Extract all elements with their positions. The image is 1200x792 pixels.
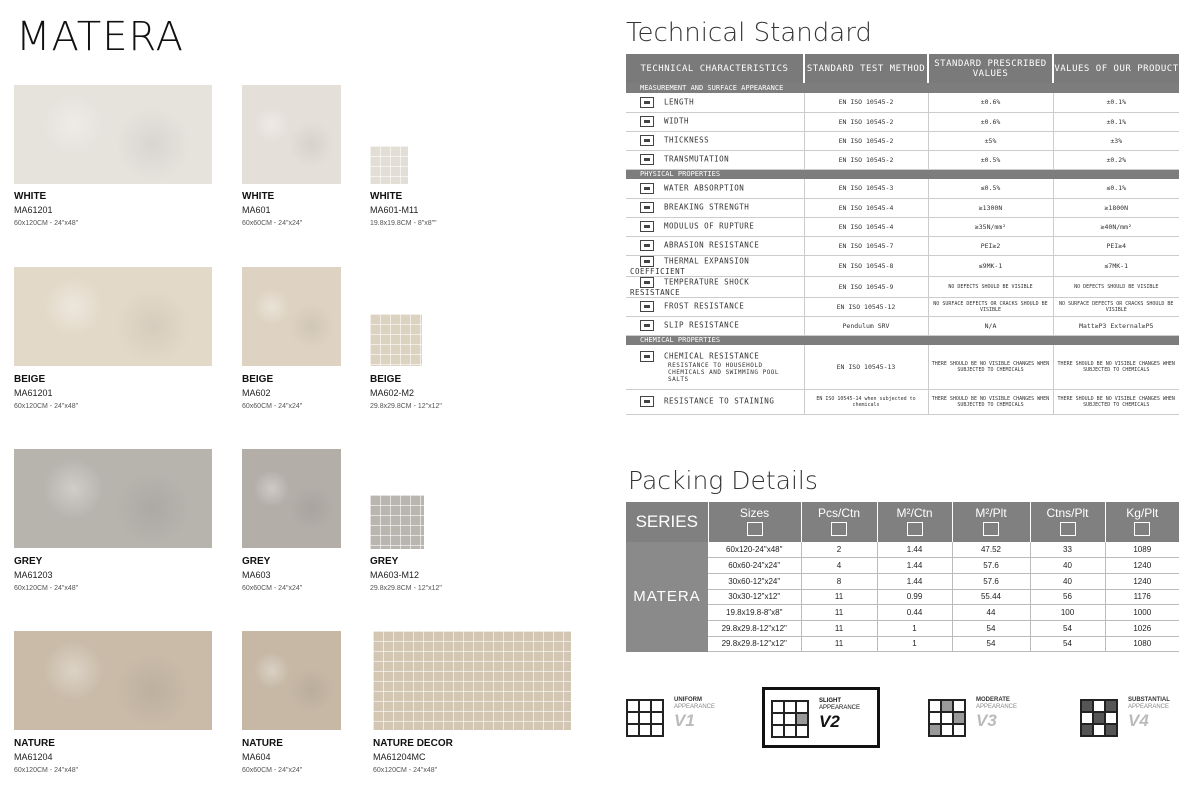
tech-characteristic	[626, 276, 804, 297]
tile-code: MA602	[242, 388, 271, 398]
tech-method: EN ISO 10545-4	[804, 198, 928, 217]
tile-color-name: GREY	[242, 556, 271, 567]
tech-section-header	[626, 169, 1179, 179]
tech-prescribed: ≤9MK-1	[928, 255, 1053, 276]
tile-code: MA61203	[14, 570, 53, 580]
tile-size: 60x120CM - 24"x48"	[14, 220, 79, 227]
tech-header-characteristics: TECHNICAL CHARACTERISTICS	[626, 54, 804, 83]
appearance-grid-icon	[928, 699, 966, 737]
pack-cell: 56	[1030, 589, 1105, 605]
pack-cell: 11	[801, 589, 877, 605]
tech-product: ≤7MK-1	[1053, 255, 1179, 276]
tile-code: MA61204	[14, 752, 53, 762]
tech-characteristic-name: ABRASION RESISTANCE	[664, 240, 760, 250]
pack-cell: 11	[801, 636, 877, 652]
tech-section-label: MEASUREMENT AND SURFACE APPEARANCE	[626, 83, 1179, 93]
tech-characteristic-name: TEMPERATURE SHOCK RESISTANCE	[630, 277, 750, 297]
appearance-label: MODERATE	[976, 697, 1010, 703]
table-row	[626, 558, 1179, 574]
tile-color-name: BEIGE	[370, 374, 402, 385]
tile-size: 60x60CM - 24"x24"	[242, 403, 303, 410]
table-row	[626, 345, 1179, 389]
tech-product: ±3%	[1053, 131, 1179, 150]
pack-cell: 2	[801, 542, 877, 558]
pack-cell: 47.52	[952, 542, 1030, 558]
property-icon	[640, 116, 654, 127]
table-row	[626, 542, 1179, 558]
tech-method: EN ISO 10545-8	[804, 255, 928, 276]
tech-characteristic	[626, 93, 804, 112]
tech-prescribed: THERE SHOULD BE NO VISIBLE CHANGES WHEN SUBJECTED TO CHEMICALS	[928, 389, 1053, 414]
pack-cell: 30x60-12"x24"	[708, 573, 801, 589]
pack-cell: 30x30-12"x12"	[708, 589, 801, 605]
appearance-v2	[762, 687, 880, 748]
tech-method: EN ISO 10545-3	[804, 179, 928, 198]
tech-product: NO DEFECTS SHOULD BE VISIBLE	[1053, 276, 1179, 297]
property-icon	[640, 240, 654, 251]
tech-characteristic	[626, 217, 804, 236]
table-row	[626, 112, 1179, 131]
tile-swatch	[242, 85, 341, 184]
tile-swatch	[14, 631, 212, 730]
tech-characteristic-name: FROST RESISTANCE	[664, 301, 745, 311]
tech-prescribed: ≤0.5%	[928, 179, 1053, 198]
appearance-v4	[1080, 689, 1198, 745]
tech-header-method: STANDARD TEST METHOD	[804, 54, 928, 83]
pack-cell: 1026	[1105, 620, 1179, 636]
table-row	[626, 131, 1179, 150]
tile-swatch	[14, 449, 212, 548]
pack-cell: 54	[952, 636, 1030, 652]
tech-prescribed: ≥35N/mm²	[928, 217, 1053, 236]
tech-characteristic-name: LENGTH	[664, 97, 695, 107]
tech-header-product: VALUES OF OUR PRODUCT	[1053, 54, 1179, 83]
tile-swatch	[370, 146, 408, 184]
packing-title: Packing Details	[628, 466, 818, 495]
tech-characteristic	[626, 345, 804, 389]
appearance-label: UNIFORM	[674, 697, 702, 703]
pack-cell: 54	[952, 620, 1030, 636]
pack-cell: 1089	[1105, 542, 1179, 558]
pack-cell: 1.44	[877, 558, 952, 574]
tech-characteristic	[626, 179, 804, 198]
tech-characteristic	[626, 131, 804, 150]
pack-cell: 54	[1030, 620, 1105, 636]
property-icon	[640, 135, 654, 146]
sizes-icon	[747, 522, 763, 536]
tile-swatch	[242, 631, 341, 730]
tile-size: 60x60CM - 24"x24"	[242, 220, 303, 227]
property-icon	[640, 183, 654, 194]
tile-size: 19.8x19.8CM - 8"x8""	[370, 220, 437, 227]
tech-characteristic-name: SLIP RESISTANCE	[664, 320, 740, 330]
pack-cell: 1080	[1105, 636, 1179, 652]
pack-cell: 1240	[1105, 573, 1179, 589]
tile-code: MA603	[242, 570, 271, 580]
tile-color-name: WHITE	[14, 191, 47, 202]
tile-color-name: NATURE	[14, 738, 55, 749]
tech-method: EN ISO 10545-2	[804, 93, 928, 112]
brand-title: MATERA	[16, 14, 185, 60]
tech-method: EN ISO 10545-2	[804, 131, 928, 150]
table-row	[626, 620, 1179, 636]
appearance-version: V3	[976, 711, 997, 730]
table-row	[626, 255, 1179, 276]
pack-header-pcs-label: Pcs/Ctn	[817, 506, 860, 520]
table-row	[626, 316, 1179, 335]
tech-prescribed: PEI≥2	[928, 236, 1053, 255]
pack-header-kgplt-label: Kg/Plt	[1126, 506, 1159, 520]
tech-method: EN ISO 10545-4	[804, 217, 928, 236]
tech-prescribed: NO SURFACE DEFECTS OR CRACKS SHOULD BE VISIBLE	[928, 297, 1053, 316]
appearance-version: V4	[1128, 711, 1149, 730]
table-row	[626, 276, 1179, 297]
property-icon	[640, 301, 654, 312]
pack-header-m2plt	[952, 502, 1030, 542]
tech-section-label: PHYSICAL PROPERTIES	[626, 169, 1179, 179]
pack-header-sizes-label: Sizes	[739, 506, 770, 520]
tech-method: EN ISO 10545-12	[804, 297, 928, 316]
table-row	[626, 179, 1179, 198]
tech-characteristic	[626, 389, 804, 414]
pack-header-sizes	[708, 502, 801, 542]
table-row	[626, 297, 1179, 316]
tech-product: ±0.2%	[1053, 150, 1179, 169]
tile-size: 60x120CM - 24"x48"	[14, 403, 79, 410]
tech-product: THERE SHOULD BE NO VISIBLE CHANGES WHEN SUBJECTED TO CHEMICALS	[1053, 345, 1179, 389]
appearance-label: SUBSTANTIAL	[1128, 697, 1170, 703]
table-row	[626, 589, 1179, 605]
tech-product: THERE SHOULD BE NO VISIBLE CHANGES WHEN SUBJECTED TO CHEMICALS	[1053, 389, 1179, 414]
property-icon	[640, 97, 654, 108]
tile-swatch	[373, 631, 571, 730]
tech-characteristic-name: MODULUS OF RUPTURE	[664, 221, 755, 231]
property-icon	[640, 320, 654, 331]
pack-header-m2ctn-label: M²/Ctn	[896, 506, 933, 520]
tech-characteristic	[626, 255, 804, 276]
tile-color-name: WHITE	[242, 191, 275, 202]
pack-cell: 11	[801, 620, 877, 636]
table-row	[626, 573, 1179, 589]
property-icon	[640, 277, 654, 288]
tech-prescribed: ±5%	[928, 131, 1053, 150]
tile-swatch	[242, 449, 341, 548]
tile-color-name: WHITE	[370, 191, 403, 202]
appearance-version: V2	[819, 712, 840, 731]
table-row	[626, 236, 1179, 255]
table-row	[626, 217, 1179, 236]
pallet-icon	[983, 522, 999, 536]
tech-product: ±0.1%	[1053, 112, 1179, 131]
packing-table	[626, 502, 1179, 652]
property-icon	[640, 154, 654, 165]
pack-cell: 1.44	[877, 542, 952, 558]
pack-cell: 1.44	[877, 573, 952, 589]
tech-characteristic	[626, 112, 804, 131]
tech-section-label: CHEMICAL PROPERTIES	[626, 335, 1179, 345]
appearance-grid-icon	[1080, 699, 1118, 737]
appearance-grid-icon	[626, 699, 664, 737]
tile-size: 29.8x29.8CM - 12"x12"	[370, 403, 442, 410]
pack-cell: 100	[1030, 605, 1105, 621]
tech-method: Pendulum SRV	[804, 316, 928, 335]
tech-product: PEI≥4	[1053, 236, 1179, 255]
pack-header-m2plt-label: M²/Plt	[975, 506, 1007, 520]
tile-color-name: GREY	[14, 556, 43, 567]
pack-header-kgplt	[1105, 502, 1179, 542]
pack-cell: 33	[1030, 542, 1105, 558]
pack-cell: 1	[877, 636, 952, 652]
tech-method: EN ISO 10545-7	[804, 236, 928, 255]
series-name: MATERA	[626, 542, 708, 652]
tech-characteristic-name: THICKNESS	[664, 135, 710, 145]
tech-characteristic-name: CHEMICAL RESISTANCE	[664, 351, 760, 361]
table-row	[626, 150, 1179, 169]
pack-cell: 19.8x19.8-8"x8"	[708, 605, 801, 621]
tile-code: MA604	[242, 752, 271, 762]
tech-method: EN ISO 10545-2	[804, 150, 928, 169]
property-icon	[640, 221, 654, 232]
table-row	[626, 636, 1179, 652]
tech-prescribed: ±0.6%	[928, 93, 1053, 112]
pallet-weight-icon	[1134, 522, 1150, 536]
property-icon	[640, 351, 654, 362]
tile-color-name: BEIGE	[14, 374, 46, 385]
appearance-grid-icon	[771, 700, 809, 738]
tile-swatch	[242, 267, 341, 366]
tech-product: Matt≥P3 External≥P5	[1053, 316, 1179, 335]
pack-cell: 60x120-24"x48"	[708, 542, 801, 558]
appearance-v1	[626, 689, 744, 745]
table-row	[626, 605, 1179, 621]
tech-characteristic-name: WIDTH	[664, 116, 690, 126]
appearance-version: V1	[674, 711, 695, 730]
tech-prescribed: ±0.5%	[928, 150, 1053, 169]
tile-code: MA603-M12	[370, 570, 420, 580]
technical-title: Technical Standard	[626, 18, 872, 48]
tech-characteristic-name: RESISTANCE TO STAINING	[664, 396, 775, 406]
pack-cell: 54	[1030, 636, 1105, 652]
pack-cell: 8	[801, 573, 877, 589]
technical-table	[626, 54, 1179, 415]
tech-characteristic-name: THERMAL EXPANSION COEFFICIENT	[630, 256, 750, 276]
tile-color-name: BEIGE	[242, 374, 274, 385]
tech-method: EN ISO 10545-2	[804, 112, 928, 131]
tech-characteristic	[626, 150, 804, 169]
tile-code: MA61201	[14, 205, 53, 215]
tile-size: 60x60CM - 24"x24"	[242, 767, 303, 774]
tile-color-name: NATURE	[242, 738, 283, 749]
tech-prescribed: ≥1300N	[928, 198, 1053, 217]
tile-swatch	[370, 314, 422, 366]
pack-cell: 29.8x29.8-12"x12"	[708, 620, 801, 636]
pack-cell: 1000	[1105, 605, 1179, 621]
tech-characteristic-name: TRANSMUTATION	[664, 154, 730, 164]
pack-header-pcs	[801, 502, 877, 542]
tech-product: ≥1800N	[1053, 198, 1179, 217]
tech-characteristic	[626, 198, 804, 217]
tile-swatch	[14, 85, 212, 184]
appearance-label: SLIGHT	[819, 698, 841, 704]
tech-prescribed: N/A	[928, 316, 1053, 335]
tech-section-header	[626, 83, 1179, 93]
tile-code: MA61204MC	[373, 752, 426, 762]
tile-size: 60x60CM - 24"x24"	[242, 585, 303, 592]
tech-product: ≤0.1%	[1053, 179, 1179, 198]
pack-cell: 44	[952, 605, 1030, 621]
tile-size: 29.8x29.8CM - 12"x12"	[370, 585, 442, 592]
pack-header-ctnsplt	[1030, 502, 1105, 542]
pack-cell: 40	[1030, 558, 1105, 574]
pack-header-series: SERIES	[626, 502, 708, 542]
tile-code: MA601-M11	[370, 205, 419, 215]
tech-characteristic	[626, 316, 804, 335]
tile-color-name: NATURE DECOR	[373, 738, 453, 749]
tech-method: EN ISO 10545-9	[804, 276, 928, 297]
tile-size: 60x120CM - 24"x48"	[14, 767, 79, 774]
pack-cell: 57.6	[952, 573, 1030, 589]
pack-cell: 1240	[1105, 558, 1179, 574]
tile-size: 60x120CM - 24"x48"	[373, 767, 438, 774]
tile-code: MA601	[242, 205, 271, 215]
property-icon	[640, 256, 654, 267]
tech-characteristic-sub: RESISTANCE TO HOUSEHOLD CHEMICALS AND SWIMMING POOL SALTS	[668, 361, 780, 383]
pack-cell: 57.6	[952, 558, 1030, 574]
pack-cell: 55.44	[952, 589, 1030, 605]
appearance-sub: APPEARANCE	[674, 704, 716, 710]
tile-color-name: GREY	[370, 556, 399, 567]
tech-prescribed: ±0.6%	[928, 112, 1053, 131]
tile-swatch	[370, 495, 424, 549]
tile-size: 60x120CM - 24"x48"	[14, 585, 79, 592]
appearance-sub: APPEARANCE	[976, 704, 1018, 710]
tech-characteristic	[626, 297, 804, 316]
appearance-v3	[928, 689, 1046, 745]
pallet-cartons-icon	[1060, 522, 1076, 536]
pack-cell: 0.44	[877, 605, 952, 621]
tile-swatch	[14, 267, 212, 366]
table-row	[626, 93, 1179, 112]
tech-product: ≥40N/mm²	[1053, 217, 1179, 236]
tile-code: MA602-M2	[370, 388, 415, 398]
pack-cell: 1176	[1105, 589, 1179, 605]
tech-prescribed: NO DEFECTS SHOULD BE VISIBLE	[928, 276, 1053, 297]
tech-prescribed: THERE SHOULD BE NO VISIBLE CHANGES WHEN SUBJECTED TO CHEMICALS	[928, 345, 1053, 389]
pack-cell: 29.8x29.8-12"x12"	[708, 636, 801, 652]
tech-product: NO SURFACE DEFECTS OR CRACKS SHOULD BE VISIBLE	[1053, 297, 1179, 316]
table-row	[626, 198, 1179, 217]
appearance-sub: APPEARANCE	[819, 705, 861, 711]
tech-method: EN ISO 10545-13	[804, 345, 928, 389]
tech-characteristic-name: WATER ABSORPTION	[664, 183, 745, 193]
carton-area-icon	[907, 522, 923, 536]
appearance-sub: APPEARANCE	[1128, 704, 1170, 710]
table-row	[626, 389, 1179, 414]
pack-header-m2ctn	[877, 502, 952, 542]
pack-cell: 11	[801, 605, 877, 621]
tech-method: EN ISO 10545-14 when subjected to chemicals	[804, 389, 928, 414]
pack-cell: 60x60-24"x24"	[708, 558, 801, 574]
property-icon	[640, 396, 654, 407]
tech-characteristic	[626, 236, 804, 255]
pack-cell: 40	[1030, 573, 1105, 589]
tech-header-prescribed: STANDARD PRESCRIBED VALUES	[928, 54, 1053, 83]
pack-cell: 1	[877, 620, 952, 636]
pack-cell: 0.99	[877, 589, 952, 605]
tile-code: MA61201	[14, 388, 53, 398]
carton-icon	[831, 522, 847, 536]
property-icon	[640, 202, 654, 213]
tech-product: ±0.1%	[1053, 93, 1179, 112]
pack-cell: 4	[801, 558, 877, 574]
pack-header-ctnsplt-label: Ctns/Plt	[1046, 506, 1089, 520]
tech-section-header	[626, 335, 1179, 345]
tech-characteristic-name: BREAKING STRENGTH	[664, 202, 750, 212]
